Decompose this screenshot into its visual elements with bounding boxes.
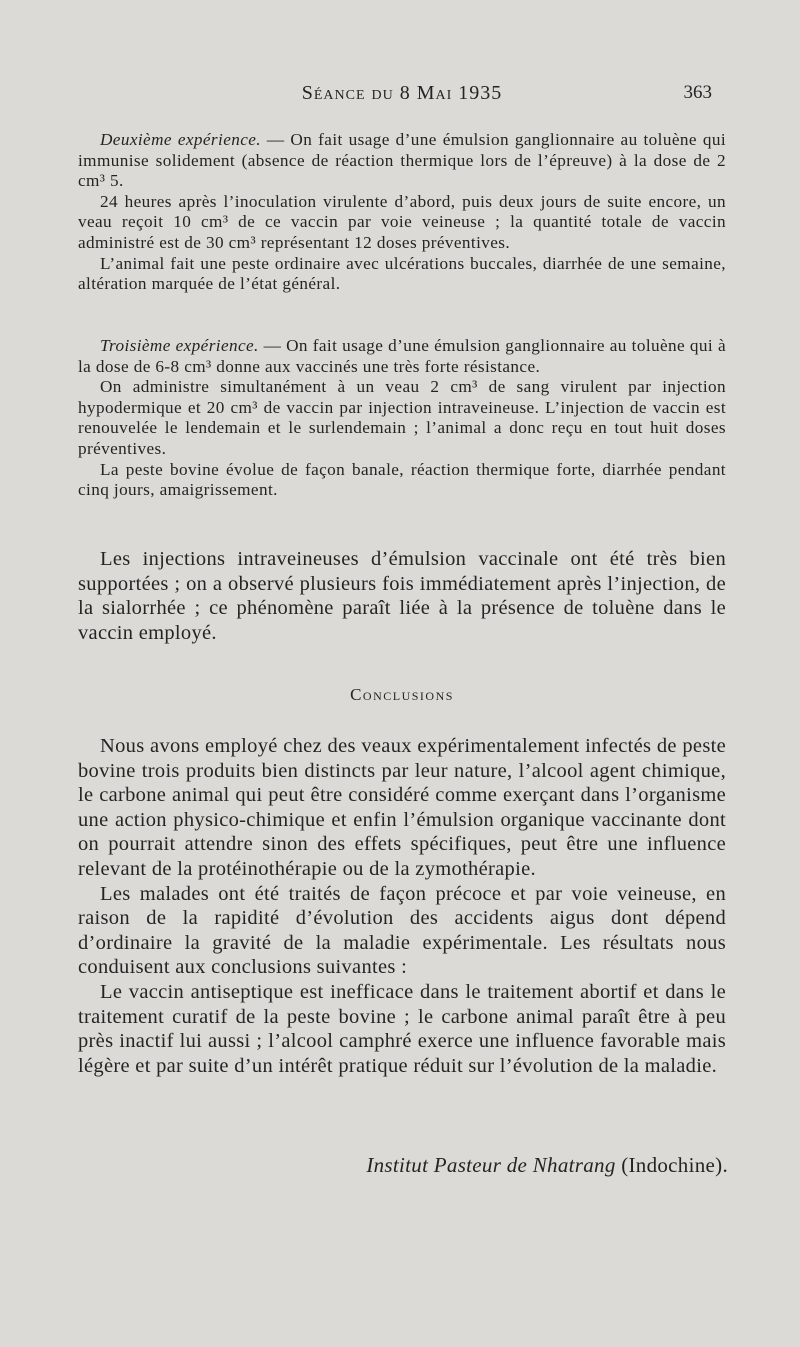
experiment-two-lead: Deuxième expérience. — [100, 130, 261, 149]
running-head: Séance du 8 Mai 1935 — [301, 82, 503, 104]
experiment-three-protocol: On administre simultanément à un veau 2 cm³ de sang virulent par injection hypodermique et 20 cm³ de vaccin par injection intraveineuse. L’injection de vaccin est renouvelée le lendemain et le surlendemain ; l’animal a donc reçu en tout huit doses préventives. — [78, 377, 726, 458]
experiment-three-lead: Troisième expérience. — [100, 336, 259, 355]
experiment-two-result: L’animal fait une peste ordinaire avec ulcérations buccales, diarrhée de une semaine, altération marquée de l’état général. — [78, 253, 726, 294]
page-header — [78, 82, 726, 112]
conclusions-body — [78, 734, 726, 1078]
conclusions-heading: Conclusions — [350, 685, 454, 704]
conclusions-paragraph-2: Les malades ont été traités de façon précoce et par voie veineuse, en raison de la rapidité d’évolution des accidents aigus dont dépend d’ordinaire la gravité de la maladie expérimentale. Les résultats nous conduisent aux conclusions suivantes : — [78, 882, 726, 979]
injections-paragraph: Les injections intraveineuses d’émulsion vaccinale ont été très bien supportées ; on a observé plusieurs fois immédiatement après l’injection, de la sialorrhée ; ce phénomène paraît liée à la présence de toluène dans le vaccin employé. — [78, 548, 726, 644]
page-number: 363 — [683, 82, 712, 103]
affiliation-location: (Indochine). — [615, 1153, 728, 1177]
affiliation-institution: Institut Pasteur de Nhatrang — [366, 1153, 616, 1177]
conclusions-paragraph-1: Nous avons employé chez des veaux expérimentalement infectés de peste bovine trois produits bien distincts par leur nature, l’alcool agent chimique, le carbone animal qui peut être considéré comme exerçant dans l’organisme une action physico-chimique et enfin l’émulsion organique vaccinante dont on pourrait attendre sinon des effets spécifiques, peut être une influence relevant de la protéinothérapie ou de la zymothérapie. — [78, 735, 726, 880]
experiment-three-result: La peste bovine évolue de façon banale, réaction thermique forte, diarrhée pendant cinq jours, amaigrissement. — [78, 459, 726, 500]
affiliation — [366, 1153, 728, 1178]
experiment-two-text: — On fait usage d’une émulsion ganglionnaire au toluène qui immunise solidement (absence de réaction thermique lors de l’épreuve) à la dose de 2 cm³ 5. — [78, 130, 726, 191]
experiment-three-intro — [78, 336, 726, 377]
experiment-two — [78, 130, 726, 295]
experiment-two-intro — [78, 130, 726, 192]
experiment-three-text: — On fait usage d’une émulsion ganglionnaire au toluène qui à la dose de 6-8 cm³ donne aux vaccinés une très forte résistance. — [78, 336, 726, 376]
conclusions-paragraph-3: Le vaccin antiseptique est inefficace dans le traitement abortif et dans le traitement curatif de la peste bovine ; le carbone animal paraît être à peu près inactif lui aussi ; l’alcool camphré exerce une influence favorable mais légère et par suite d’un intérêt pratique réduit sur l’évolution de la maladie. — [78, 980, 726, 1077]
experiment-three — [78, 336, 726, 501]
injections-section — [78, 547, 726, 645]
experiment-two-protocol: 24 heures après l’inoculation virulente d’abord, puis deux jours de suite encore, un veau reçoit 10 cm³ de ce vaccin par voie veineuse ; la quantité totale de vaccin administré est de 30 cm³ représentant 12 doses préventives. — [78, 191, 726, 252]
